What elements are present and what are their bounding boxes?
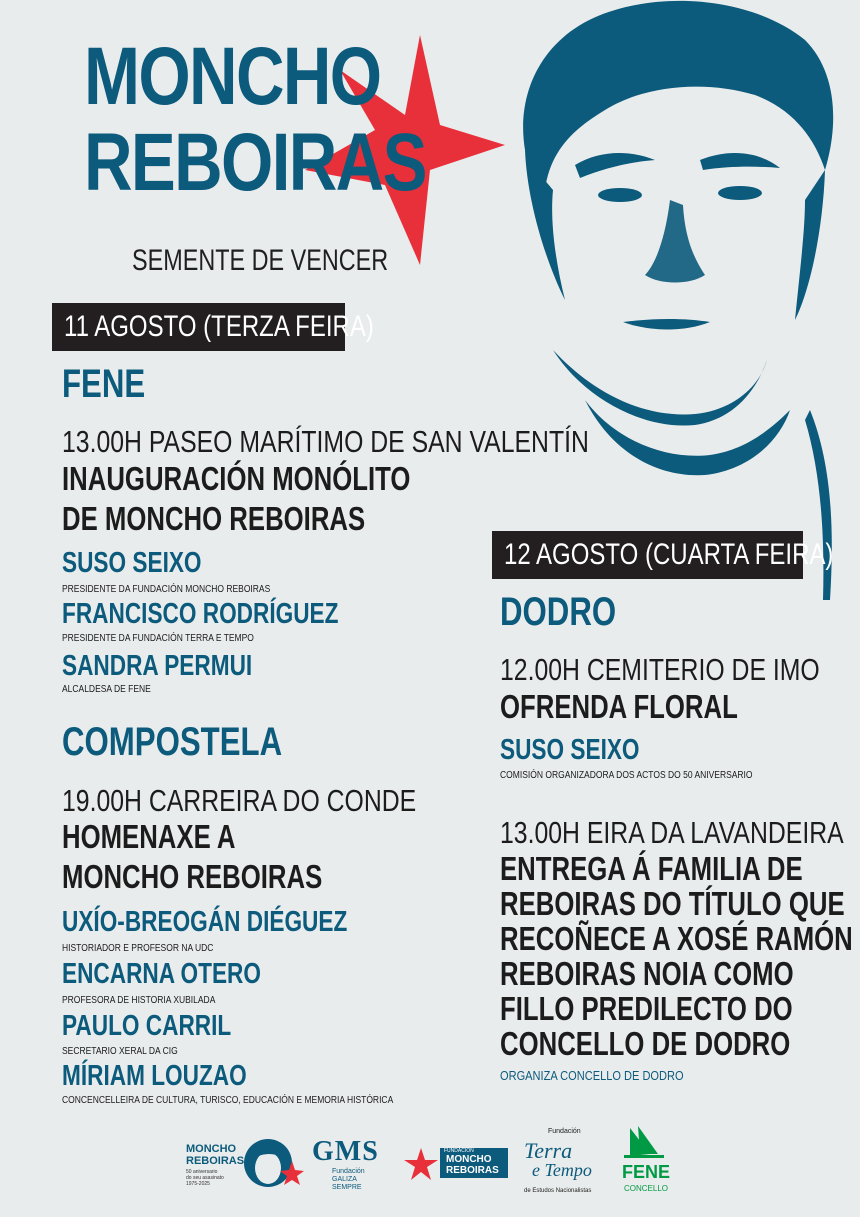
speaker-name: FRANCISCO RODRÍGUEZ <box>62 598 339 630</box>
date-bar-day2 <box>492 531 834 579</box>
date-day1: 11 AGOSTO (TERZA FEIRA) <box>64 310 374 343</box>
speaker-name: ENCARNA OTERO <box>62 958 261 990</box>
ship-icon <box>624 1124 664 1158</box>
speaker-role: PRESIDENTE DA FUNDACIÓN TERRA E TEMPO <box>62 633 254 644</box>
speaker-role: SECRETARIO XERAL DA CIG <box>62 1046 178 1057</box>
face-icon <box>244 1135 304 1193</box>
logo4-sub: de Estudos Nacionalistas <box>524 1188 592 1194</box>
speaker-role: COMISIÓN ORGANIZADORA DOS ACTOS DO 50 ANIVERSARIO <box>500 770 753 781</box>
speaker-role: ALCALDESA DE FENE <box>62 684 151 695</box>
place-fene: FENE <box>62 362 146 406</box>
event-dodro-1: OFRENDA FLORAL <box>500 688 738 725</box>
event-dodro-2-line: ENTREGA Á FAMILIA DE <box>500 850 803 887</box>
logo5-main: FENE <box>622 1162 671 1182</box>
speaker-name: PAULO CARRIL <box>62 1010 232 1042</box>
logo2-line2: GALIZA <box>332 1176 357 1183</box>
logo2-main: GMS <box>312 1136 379 1167</box>
event-dodro-2-line: FILLO PREDILECTO DO <box>500 990 793 1027</box>
event-compostela-line2: MONCHO REBOIRAS <box>62 858 323 895</box>
logo2-line3: SEMPRE <box>332 1184 362 1191</box>
logo1-small2: do seu asasinato <box>186 1175 224 1181</box>
time-dodro-1: 12.00H CEMITERIO DE IMO <box>500 652 820 687</box>
event-dodro-2-line: RECOÑECE A XOSÉ RAMÓN <box>500 920 853 957</box>
speaker-name: UXÍO-BREOGÁN DIÉGUEZ <box>62 906 348 938</box>
time-compostela: 19.00H CARREIRA DO CONDE <box>62 783 417 818</box>
event-fene-line1: INAUGURACIÓN MONÓLITO <box>62 460 411 497</box>
speaker-name: SUSO SEIXO <box>500 734 640 766</box>
speaker-role: PRESIDENTE DA FUNDACIÓN MONCHO REBOIRAS <box>62 584 271 595</box>
organizer-note: ORGANIZA CONCELLO DE DODRO <box>500 1068 684 1083</box>
logo3-line2: REBOIRAS <box>446 1165 499 1176</box>
logo2-line1: Fundación <box>332 1168 365 1175</box>
date-bar-day1 <box>52 303 374 351</box>
logo1-small3: 1975-2025 <box>186 1181 210 1187</box>
logo-moncho-50 <box>186 1135 304 1195</box>
speaker-role: HISTORIADOR E PROFESOR NA UDC <box>62 943 214 954</box>
logo-terra-e-tempo <box>518 1128 608 1198</box>
speaker-role: PROFESORA DE HISTORIA XUBILADA <box>62 995 216 1006</box>
event-dodro-2-line: CONCELLO DE DODRO <box>500 1025 791 1062</box>
title-line-2: REBOIRAS <box>84 117 426 208</box>
event-dodro-2-line: REBOIRAS NOIA COMO <box>500 955 794 992</box>
speaker-name: SANDRA PERMUI <box>62 650 253 682</box>
speaker-role: CONCENCELLEIRA DE CULTURA, TURISCO, EDUCACIÓN E MEMORIA HISTÓRICA <box>62 1095 394 1106</box>
place-compostela: COMPOSTELA <box>62 720 283 764</box>
logo4-small: Fundación <box>548 1128 581 1135</box>
date-day2: 12 AGOSTO (CUARTA FEIRA) <box>504 538 834 571</box>
place-dodro: DODRO <box>500 590 617 634</box>
logo3-small: FUNDACIÓN <box>444 1148 474 1154</box>
speaker-name: MÍRIAM LOUZAO <box>62 1060 247 1092</box>
event-fene-line2: DE MONCHO REBOIRAS <box>62 500 366 537</box>
subtitle: SEMENTE DE VENCER <box>132 244 389 277</box>
logo5-sub: CONCELLO <box>624 1184 669 1193</box>
event-dodro-2-line: REBOIRAS DO TÍTULO QUE <box>500 885 845 922</box>
speaker-name: SUSO SEIXO <box>62 547 202 579</box>
title-line-1: MONCHO <box>84 31 381 122</box>
logo-fundacion-moncho <box>404 1142 510 1184</box>
event-compostela-line1: HOMENAXE A <box>62 818 236 855</box>
logo4-main2: e Tempo <box>532 1160 592 1180</box>
logo3-line1: MONCHO <box>446 1154 492 1165</box>
time-dodro-2: 13.00H EIRA DA LAVANDEIRA <box>500 815 844 850</box>
portrait-illustration <box>505 0 860 610</box>
star-icon <box>404 1148 438 1180</box>
logo1-line2: REBOIRAS <box>186 1155 245 1167</box>
logo4-main1: Terra <box>524 1138 573 1163</box>
logo-galiza-sempre <box>312 1136 388 1196</box>
logo-fene-concello <box>614 1124 674 1200</box>
time-fene: 13.00H PASEO MARÍTIMO DE SAN VALENTÍN <box>62 424 589 459</box>
logo1-line1: MONCHO <box>186 1143 237 1155</box>
logo1-small1: 50 aniversario <box>186 1169 218 1175</box>
